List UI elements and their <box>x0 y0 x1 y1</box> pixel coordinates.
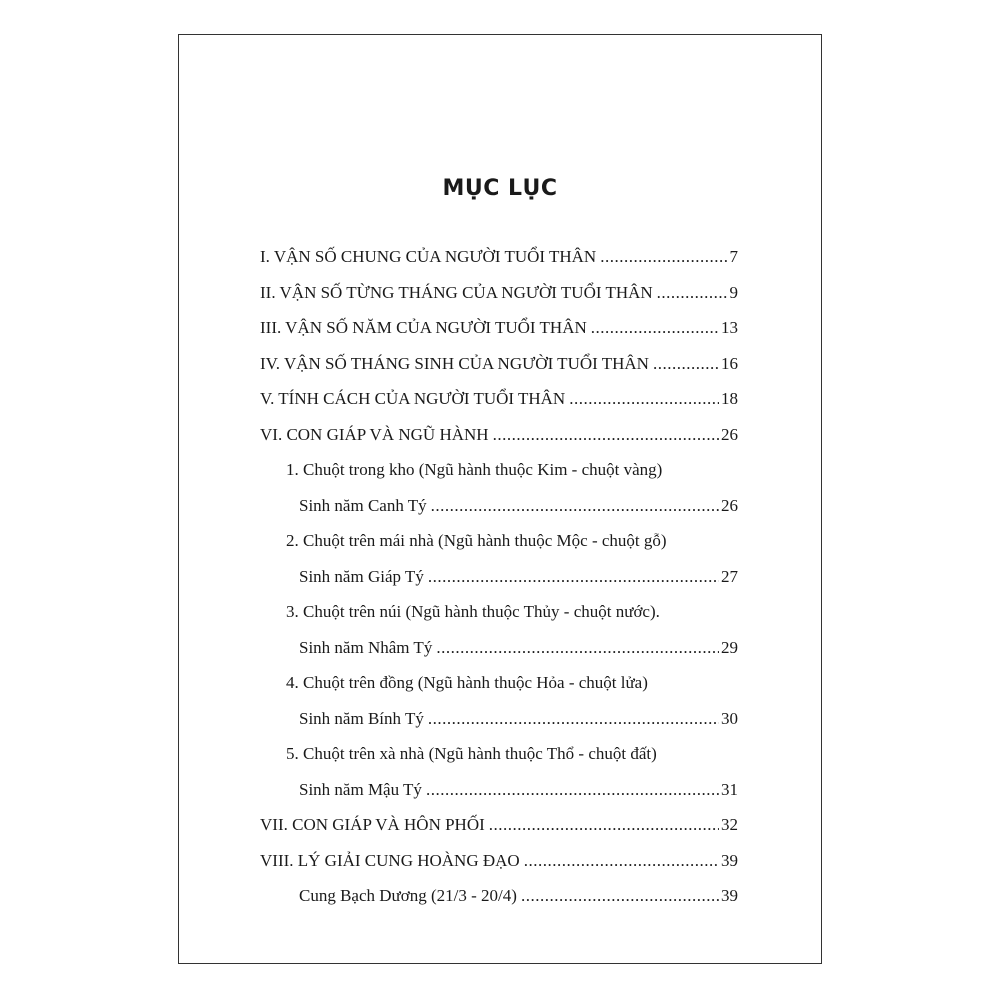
toc-page-number: 27 <box>721 566 738 586</box>
toc-subentry-2[interactable] <box>260 567 738 603</box>
dot-leader <box>428 567 719 587</box>
toc-page-number: 32 <box>721 815 738 834</box>
dot-leader <box>431 496 719 516</box>
toc-subentry-heading-5[interactable] <box>260 744 738 780</box>
toc-subentry-5[interactable] <box>260 780 738 816</box>
toc-entry-text: VIII. LÝ GIẢI CUNG HOÀNG ĐẠO <box>260 850 520 870</box>
toc-page-number: 26 <box>721 424 738 444</box>
dot-leader <box>524 851 719 871</box>
toc-page-number: 29 <box>721 637 738 657</box>
toc-entry-text: VI. CON GIÁP VÀ NGŨ HÀNH <box>260 424 489 444</box>
toc-page-number: 7 <box>729 247 738 266</box>
toc-entry-text: IV. VẬN SỐ THÁNG SINH CỦA NGƯỜI TUỔI THÂN <box>260 353 649 373</box>
toc-entry-text: V. TÍNH CÁCH CỦA NGƯỜI TUỔI THÂN <box>260 389 566 408</box>
dot-leader <box>428 709 719 729</box>
toc-entry-8[interactable] <box>260 851 738 887</box>
toc-entry-text: 3. Chuột trên núi (Ngũ hành thuộc Thủy - chuột nước). <box>286 602 660 621</box>
toc-entry-1[interactable] <box>260 247 738 283</box>
toc-subentry-heading-1[interactable] <box>260 460 738 496</box>
toc-subentry-1[interactable] <box>260 496 738 532</box>
toc-list <box>260 247 738 922</box>
toc-page-number: 39 <box>721 850 738 870</box>
toc-page-number: 16 <box>721 353 738 373</box>
toc-page-number: 39 <box>721 886 738 905</box>
dot-leader <box>591 318 719 338</box>
toc-entry-text: 4. Chuột trên đồng (Ngũ hành thuộc Hỏa - chuột lửa) <box>286 673 648 692</box>
toc-entry-text: VII. CON GIÁP VÀ HÔN PHỐI <box>260 815 485 834</box>
toc-page-number: 13 <box>721 318 738 337</box>
toc-entry-5[interactable] <box>260 389 738 425</box>
toc-page-number: 18 <box>721 389 738 408</box>
toc-entry-text: II. VẬN SỐ TỪNG THÁNG CỦA NGƯỜI TUỔI THÂN <box>260 282 653 302</box>
dot-leader <box>569 389 719 409</box>
toc-entry-2[interactable] <box>260 283 738 319</box>
toc-page-number: 9 <box>729 282 738 302</box>
dot-leader <box>436 638 719 658</box>
toc-entry-text: 1. Chuột trong kho (Ngũ hành thuộc Kim - chuột vàng) <box>286 460 663 479</box>
toc-entry-text: 5. Chuột trên xà nhà (Ngũ hành thuộc Thổ - chuột đất) <box>286 744 657 763</box>
dot-leader <box>426 780 719 800</box>
toc-entry-text: Sinh năm Canh Tý <box>299 495 427 515</box>
toc-subentry-3[interactable] <box>260 638 738 674</box>
dot-leader <box>521 886 719 906</box>
toc-entry-text: Cung Bạch Dương (21/3 - 20/4) <box>299 886 517 905</box>
toc-subentry-heading-3[interactable] <box>260 602 738 638</box>
toc-subentry-6[interactable] <box>260 886 738 922</box>
toc-entry-text: Sinh năm Nhâm Tý <box>299 637 433 657</box>
dot-leader <box>493 425 719 445</box>
toc-entry-3[interactable] <box>260 318 738 354</box>
toc-entry-6[interactable] <box>260 425 738 461</box>
toc-entry-text: 2. Chuột trên mái nhà (Ngũ hành thuộc Mộc - chuột gỗ) <box>286 531 667 550</box>
toc-entry-4[interactable] <box>260 354 738 390</box>
dot-leader <box>653 354 719 374</box>
dot-leader <box>489 815 719 835</box>
dot-leader <box>600 247 727 267</box>
page-title: MỤC LỤC <box>442 176 558 201</box>
toc-subentry-4[interactable] <box>260 709 738 745</box>
toc-subentry-heading-4[interactable] <box>260 673 738 709</box>
toc-entry-text: III. VẬN SỐ NĂM CỦA NGƯỜI TUỔI THÂN <box>260 318 587 337</box>
toc-entry-text: I. VẬN SỐ CHUNG CỦA NGƯỜI TUỔI THÂN <box>260 247 597 266</box>
toc-page-number: 31 <box>721 779 738 799</box>
toc-entry-text: Sinh năm Giáp Tý <box>299 566 424 586</box>
toc-page-number: 30 <box>721 708 738 728</box>
toc-subentry-heading-2[interactable] <box>260 531 738 567</box>
toc-entry-7[interactable] <box>260 815 738 851</box>
toc-entry-text: Sinh năm Mậu Tý <box>299 779 422 799</box>
toc-page-number: 26 <box>721 495 738 515</box>
dot-leader <box>657 283 728 303</box>
toc-entry-text: Sinh năm Bính Tý <box>299 708 424 728</box>
